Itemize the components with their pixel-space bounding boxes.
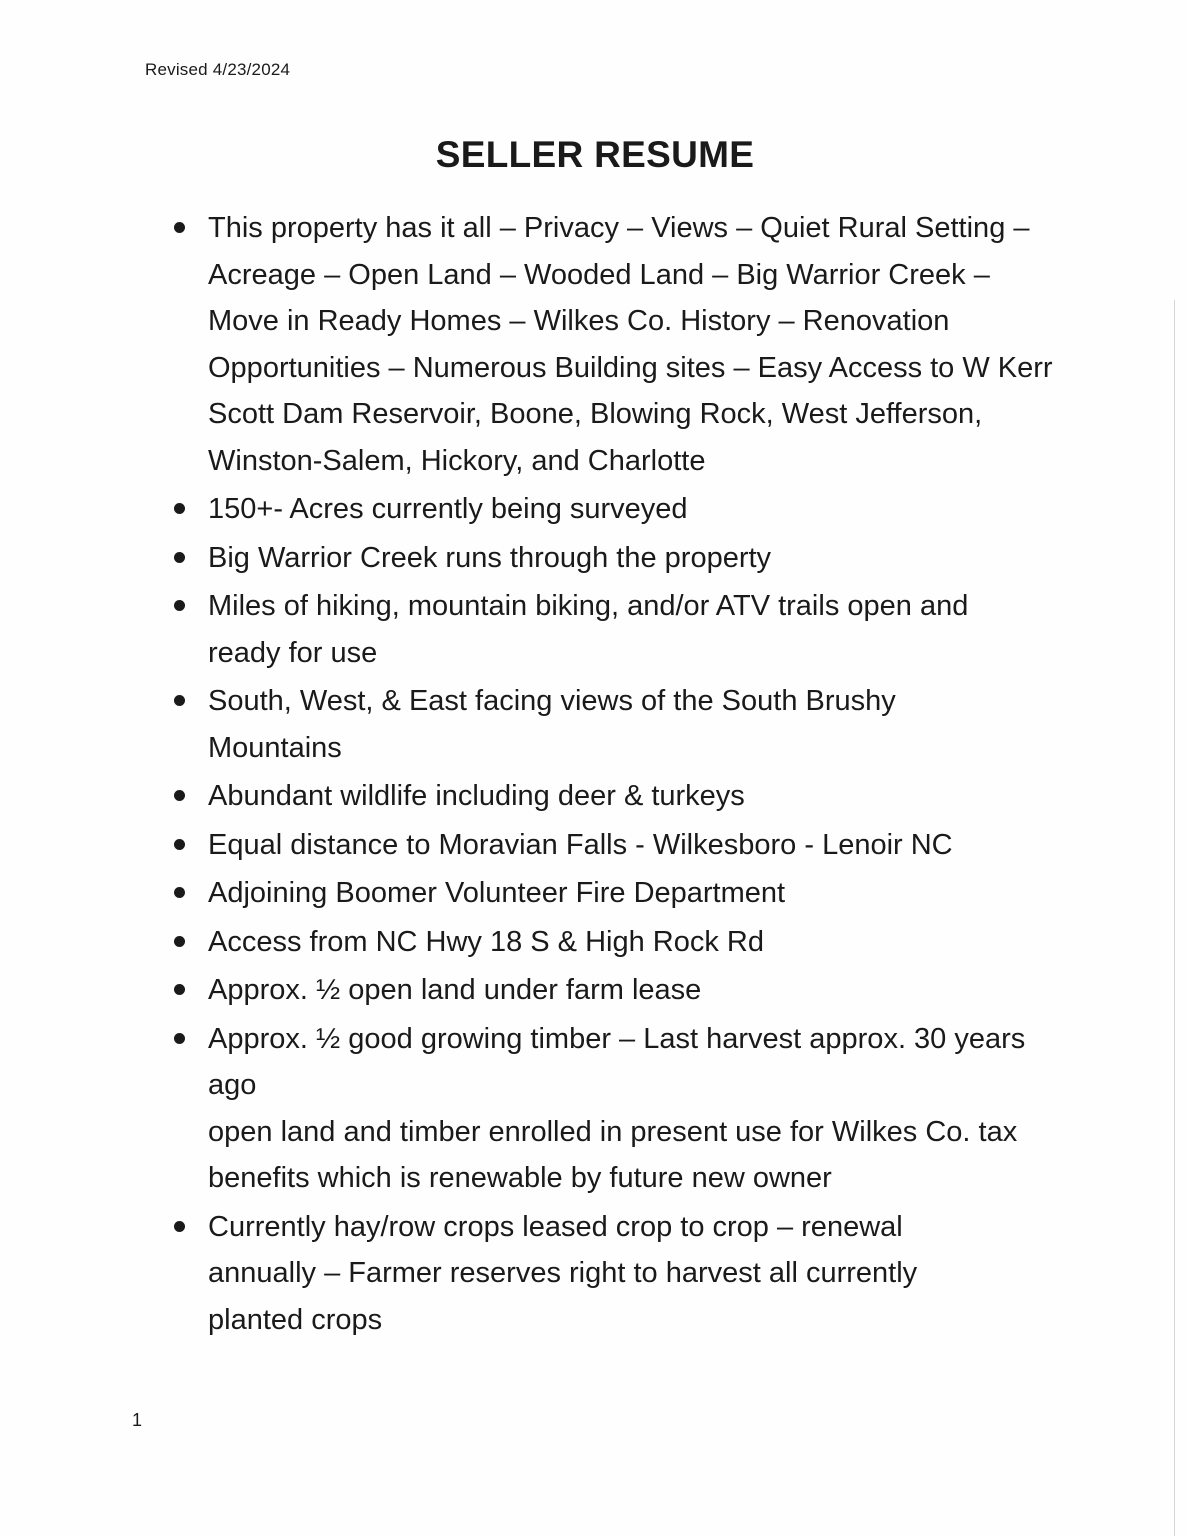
bullet-icon [174,790,185,801]
list-item-text: 150+- Acres currently being surveyed [208,493,688,525]
bullet-icon [174,503,185,514]
list-item [170,822,1050,869]
bullet-icon [174,222,185,233]
page-title: SELLER RESUME [435,134,755,175]
list-item-text: Approx. ½ open land under farm lease [208,974,702,1006]
bullet-icon [174,839,185,850]
list-item [170,773,1050,820]
timber-note: open land and timber enrolled in present use for Wilkes Co. tax benefits which is renewable by future new owner [208,1115,1018,1194]
list-item-text: Access from NC Hwy 18 S & High Rock Rd [208,925,764,958]
bullet-icon [174,984,185,995]
list-item-text: Adjoining Boomer Volunteer Fire Department [208,877,786,909]
list-item-text: Big Warrior Creek runs through the property [208,541,772,574]
list-item-text: Approx. ½ good growing timber – Last harvest approx. 30 years ago [208,1022,1026,1101]
feature-list [170,205,1053,1345]
revised-date: Revised 4/23/2024 [145,60,291,79]
bullet-icon [174,600,185,611]
list-item-text: Equal distance to Moravian Falls - Wilkesboro - Lenoir NC [208,828,953,861]
scan-edge-line [1174,300,1175,1536]
page-number: 1 [132,1410,143,1430]
list-item-text: South, West, & East facing views of the South Brushy Mountains [208,685,896,764]
bullet-icon [174,887,185,898]
list-item [170,535,1050,582]
list-item [170,486,1050,533]
list-item-text: Abundant wildlife including deer & turkeys [208,780,745,812]
list-item-text: Miles of hiking, mountain biking, and/or ATV trails open and ready for use [208,590,969,669]
list-item [170,967,1050,1014]
bullet-icon [174,936,185,947]
bullet-icon [174,1221,185,1232]
list-item [170,919,1050,966]
list-item [170,1204,1008,1344]
list-item [170,583,1008,676]
list-item-text: This property has it all – Privacy – Views – Quiet Rural Setting – Acreage – Open Land – Wooded Land – Big Warrior Creek – Move in Ready Homes – Wilkes Co. History – Renovation Opportunities – Numerous Building sites – Easy Access to W Kerr Scott Dam Reservoir, Boone, Blowing Rock, West Jefferson, Winston-Salem, Hickory, and Charlotte [208,212,1053,477]
list-item [170,870,1050,917]
list-item [170,678,998,771]
list-item-text: Currently hay/row crops leased crop to crop – renewal annually – Farmer reserves right to harvest all currently planted crops [208,1210,918,1336]
list-item [170,205,1058,484]
bullet-icon [174,552,185,563]
bullet-icon [174,1033,185,1044]
bullet-icon [174,695,185,706]
list-item [170,1016,1028,1202]
